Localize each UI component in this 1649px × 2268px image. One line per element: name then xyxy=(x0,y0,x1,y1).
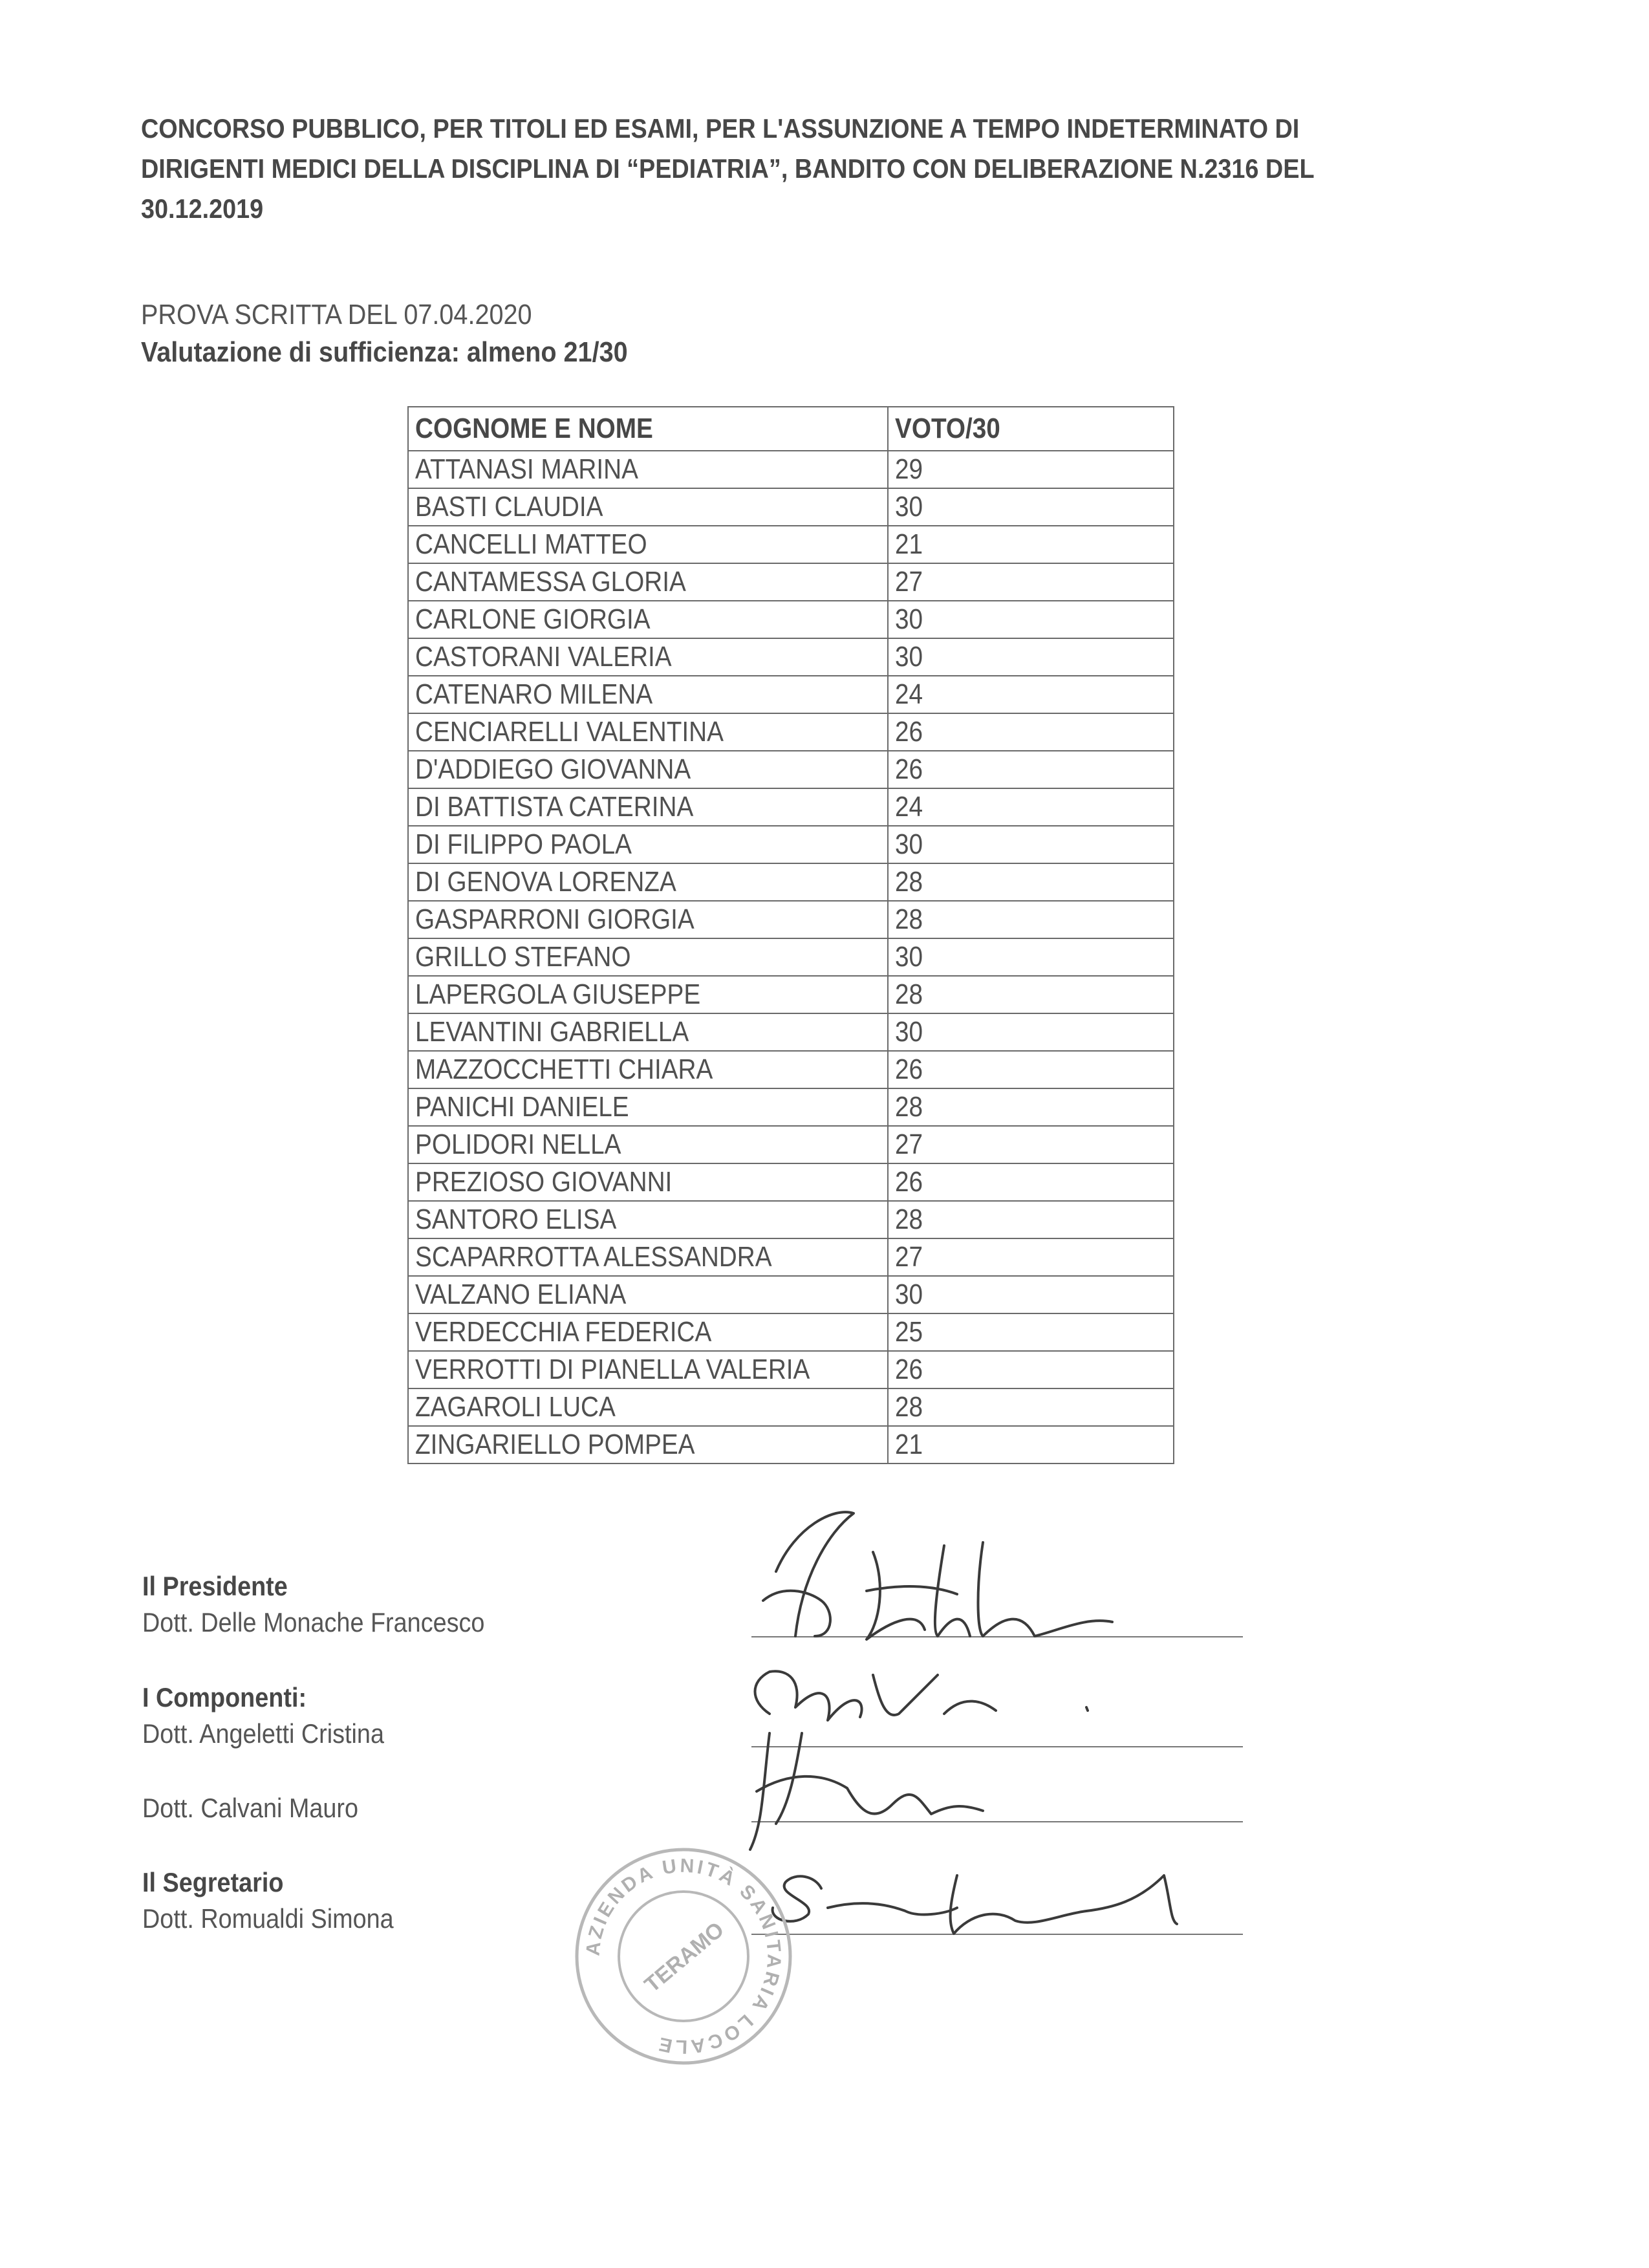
name-cell: ZAGAROLI LUCA xyxy=(408,1388,888,1426)
table-row xyxy=(408,1013,1174,1051)
grade-cell: 30 xyxy=(888,1276,1174,1313)
grade-cell: 27 xyxy=(888,1238,1174,1276)
president-block xyxy=(142,1568,523,1641)
name-cell: ZINGARIELLO POMPEA xyxy=(408,1426,888,1463)
table-row xyxy=(408,1163,1174,1201)
table-row xyxy=(408,676,1174,713)
grade-cell: 29 xyxy=(888,451,1174,488)
grade-cell: 24 xyxy=(888,676,1174,713)
table-row xyxy=(408,1051,1174,1088)
member-name-1: Dott. Angeletti Cristina xyxy=(142,1718,384,1749)
name-cell: DI FILIPPO PAOLA xyxy=(408,826,888,863)
table-header-row xyxy=(408,407,1174,451)
members-block xyxy=(142,1679,411,1752)
table-row xyxy=(408,1276,1174,1313)
member-name-2: Dott. Calvani Mauro xyxy=(142,1793,359,1823)
grade-cell: 28 xyxy=(888,976,1174,1013)
column-header-grade: VOTO/30 xyxy=(888,407,1174,451)
table-row xyxy=(408,788,1174,826)
document-title: CONCORSO PUBBLICO, PER TITOLI ED ESAMI, PER L'ASSUNZIONE A TEMPO INDETERMINATO DI DIRIGENTI MEDICI DELLA DISCIPLINA DI “PEDIATRIA”, BANDITO CON DELIBERAZIONE N.2316 DEL 30.12.2019 xyxy=(141,113,1314,224)
name-cell: VERDECCHIA FEDERICA xyxy=(408,1313,888,1351)
secretary-block xyxy=(142,1864,422,1937)
table-row xyxy=(408,826,1174,863)
grade-cell: 26 xyxy=(888,751,1174,788)
table-row xyxy=(408,751,1174,788)
name-cell: PANICHI DANIELE xyxy=(408,1088,888,1126)
member-2-block xyxy=(142,1790,382,1826)
table-body xyxy=(408,451,1174,1463)
name-cell: BASTI CLAUDIA xyxy=(408,488,888,526)
table-row xyxy=(408,1088,1174,1126)
name-cell: POLIDORI NELLA xyxy=(408,1126,888,1163)
grade-cell: 28 xyxy=(888,863,1174,901)
grade-cell: 21 xyxy=(888,1426,1174,1463)
name-cell: MAZZOCCHETTI CHIARA xyxy=(408,1051,888,1088)
grade-cell: 21 xyxy=(888,526,1174,563)
table-row xyxy=(408,863,1174,901)
grade-cell: 25 xyxy=(888,1313,1174,1351)
table-row xyxy=(408,901,1174,938)
grade-cell: 30 xyxy=(888,938,1174,976)
grade-cell: 28 xyxy=(888,1201,1174,1238)
name-cell: GASPARRONI GIORGIA xyxy=(408,901,888,938)
grade-cell: 27 xyxy=(888,1126,1174,1163)
president-role: Il Presidente xyxy=(142,1571,288,1601)
grade-cell: 28 xyxy=(888,1088,1174,1126)
grade-cell: 27 xyxy=(888,563,1174,601)
table-row xyxy=(408,1238,1174,1276)
name-cell: CARLONE GIORGIA xyxy=(408,601,888,638)
table-row xyxy=(408,488,1174,526)
stamp-inner-text: TERAMO xyxy=(640,1917,729,1998)
name-cell: VERROTTI DI PIANELLA VALERIA xyxy=(408,1351,888,1388)
name-cell: CANTAMESSA GLORIA xyxy=(408,563,888,601)
grade-cell: 26 xyxy=(888,1163,1174,1201)
name-cell: CATENARO MILENA xyxy=(408,676,888,713)
name-cell: LEVANTINI GABRIELLA xyxy=(408,1013,888,1051)
grade-cell: 30 xyxy=(888,1013,1174,1051)
table-row xyxy=(408,938,1174,976)
table-row xyxy=(408,1313,1174,1351)
handwritten-signatures xyxy=(724,1487,1255,1953)
name-cell: LAPERGOLA GIUSEPPE xyxy=(408,976,888,1013)
name-cell: SCAPARROTTA ALESSANDRA xyxy=(408,1238,888,1276)
table-row xyxy=(408,1351,1174,1388)
grade-cell: 28 xyxy=(888,1388,1174,1426)
column-header-name: COGNOME E NOME xyxy=(408,407,888,451)
signature-member-1 xyxy=(755,1671,1088,1720)
table-row xyxy=(408,1126,1174,1163)
grade-cell: 30 xyxy=(888,638,1174,676)
name-cell: CENCIARELLI VALENTINA xyxy=(408,713,888,751)
name-cell: ATTANASI MARINA xyxy=(408,451,888,488)
grades-table xyxy=(407,406,1174,1464)
name-cell: CASTORANI VALERIA xyxy=(408,638,888,676)
name-cell: DI GENOVA LORENZA xyxy=(408,863,888,901)
table-row xyxy=(408,526,1174,563)
secretary-role: Il Segretario xyxy=(142,1867,284,1897)
members-role: I Componenti: xyxy=(142,1682,307,1712)
official-stamp xyxy=(570,1843,797,2069)
signature-president xyxy=(763,1512,1112,1639)
table-row xyxy=(408,1201,1174,1238)
table-row xyxy=(408,563,1174,601)
secretary-name: Dott. Romualdi Simona xyxy=(142,1903,394,1934)
president-name: Dott. Delle Monache Francesco xyxy=(142,1607,485,1637)
stamp-outer-text: AZIENDA UNITÀ SANITARIA LOCALE xyxy=(582,1855,785,2058)
signature-member-2 xyxy=(750,1733,983,1850)
grade-cell: 30 xyxy=(888,601,1174,638)
name-cell: PREZIOSO GIOVANNI xyxy=(408,1163,888,1201)
name-cell: CANCELLI MATTEO xyxy=(408,526,888,563)
exam-info xyxy=(141,296,628,371)
pass-threshold: Valutazione di sufficienza: almeno 21/30 xyxy=(141,336,628,368)
table-row xyxy=(408,1426,1174,1463)
grade-cell: 26 xyxy=(888,1351,1174,1388)
table-row xyxy=(408,976,1174,1013)
name-cell: D'ADDIEGO GIOVANNA xyxy=(408,751,888,788)
grade-cell: 30 xyxy=(888,826,1174,863)
name-cell: DI BATTISTA CATERINA xyxy=(408,788,888,826)
table-row xyxy=(408,451,1174,488)
grade-cell: 26 xyxy=(888,1051,1174,1088)
name-cell: VALZANO ELIANA xyxy=(408,1276,888,1313)
name-cell: GRILLO STEFANO xyxy=(408,938,888,976)
table-row xyxy=(408,601,1174,638)
table-row xyxy=(408,638,1174,676)
name-cell: SANTORO ELISA xyxy=(408,1201,888,1238)
grade-cell: 24 xyxy=(888,788,1174,826)
exam-date: PROVA SCRITTA DEL 07.04.2020 xyxy=(141,299,532,330)
grade-cell: 30 xyxy=(888,488,1174,526)
grade-cell: 28 xyxy=(888,901,1174,938)
table-row xyxy=(408,713,1174,751)
signature-secretary xyxy=(773,1875,1177,1934)
grade-cell: 26 xyxy=(888,713,1174,751)
table-row xyxy=(408,1388,1174,1426)
